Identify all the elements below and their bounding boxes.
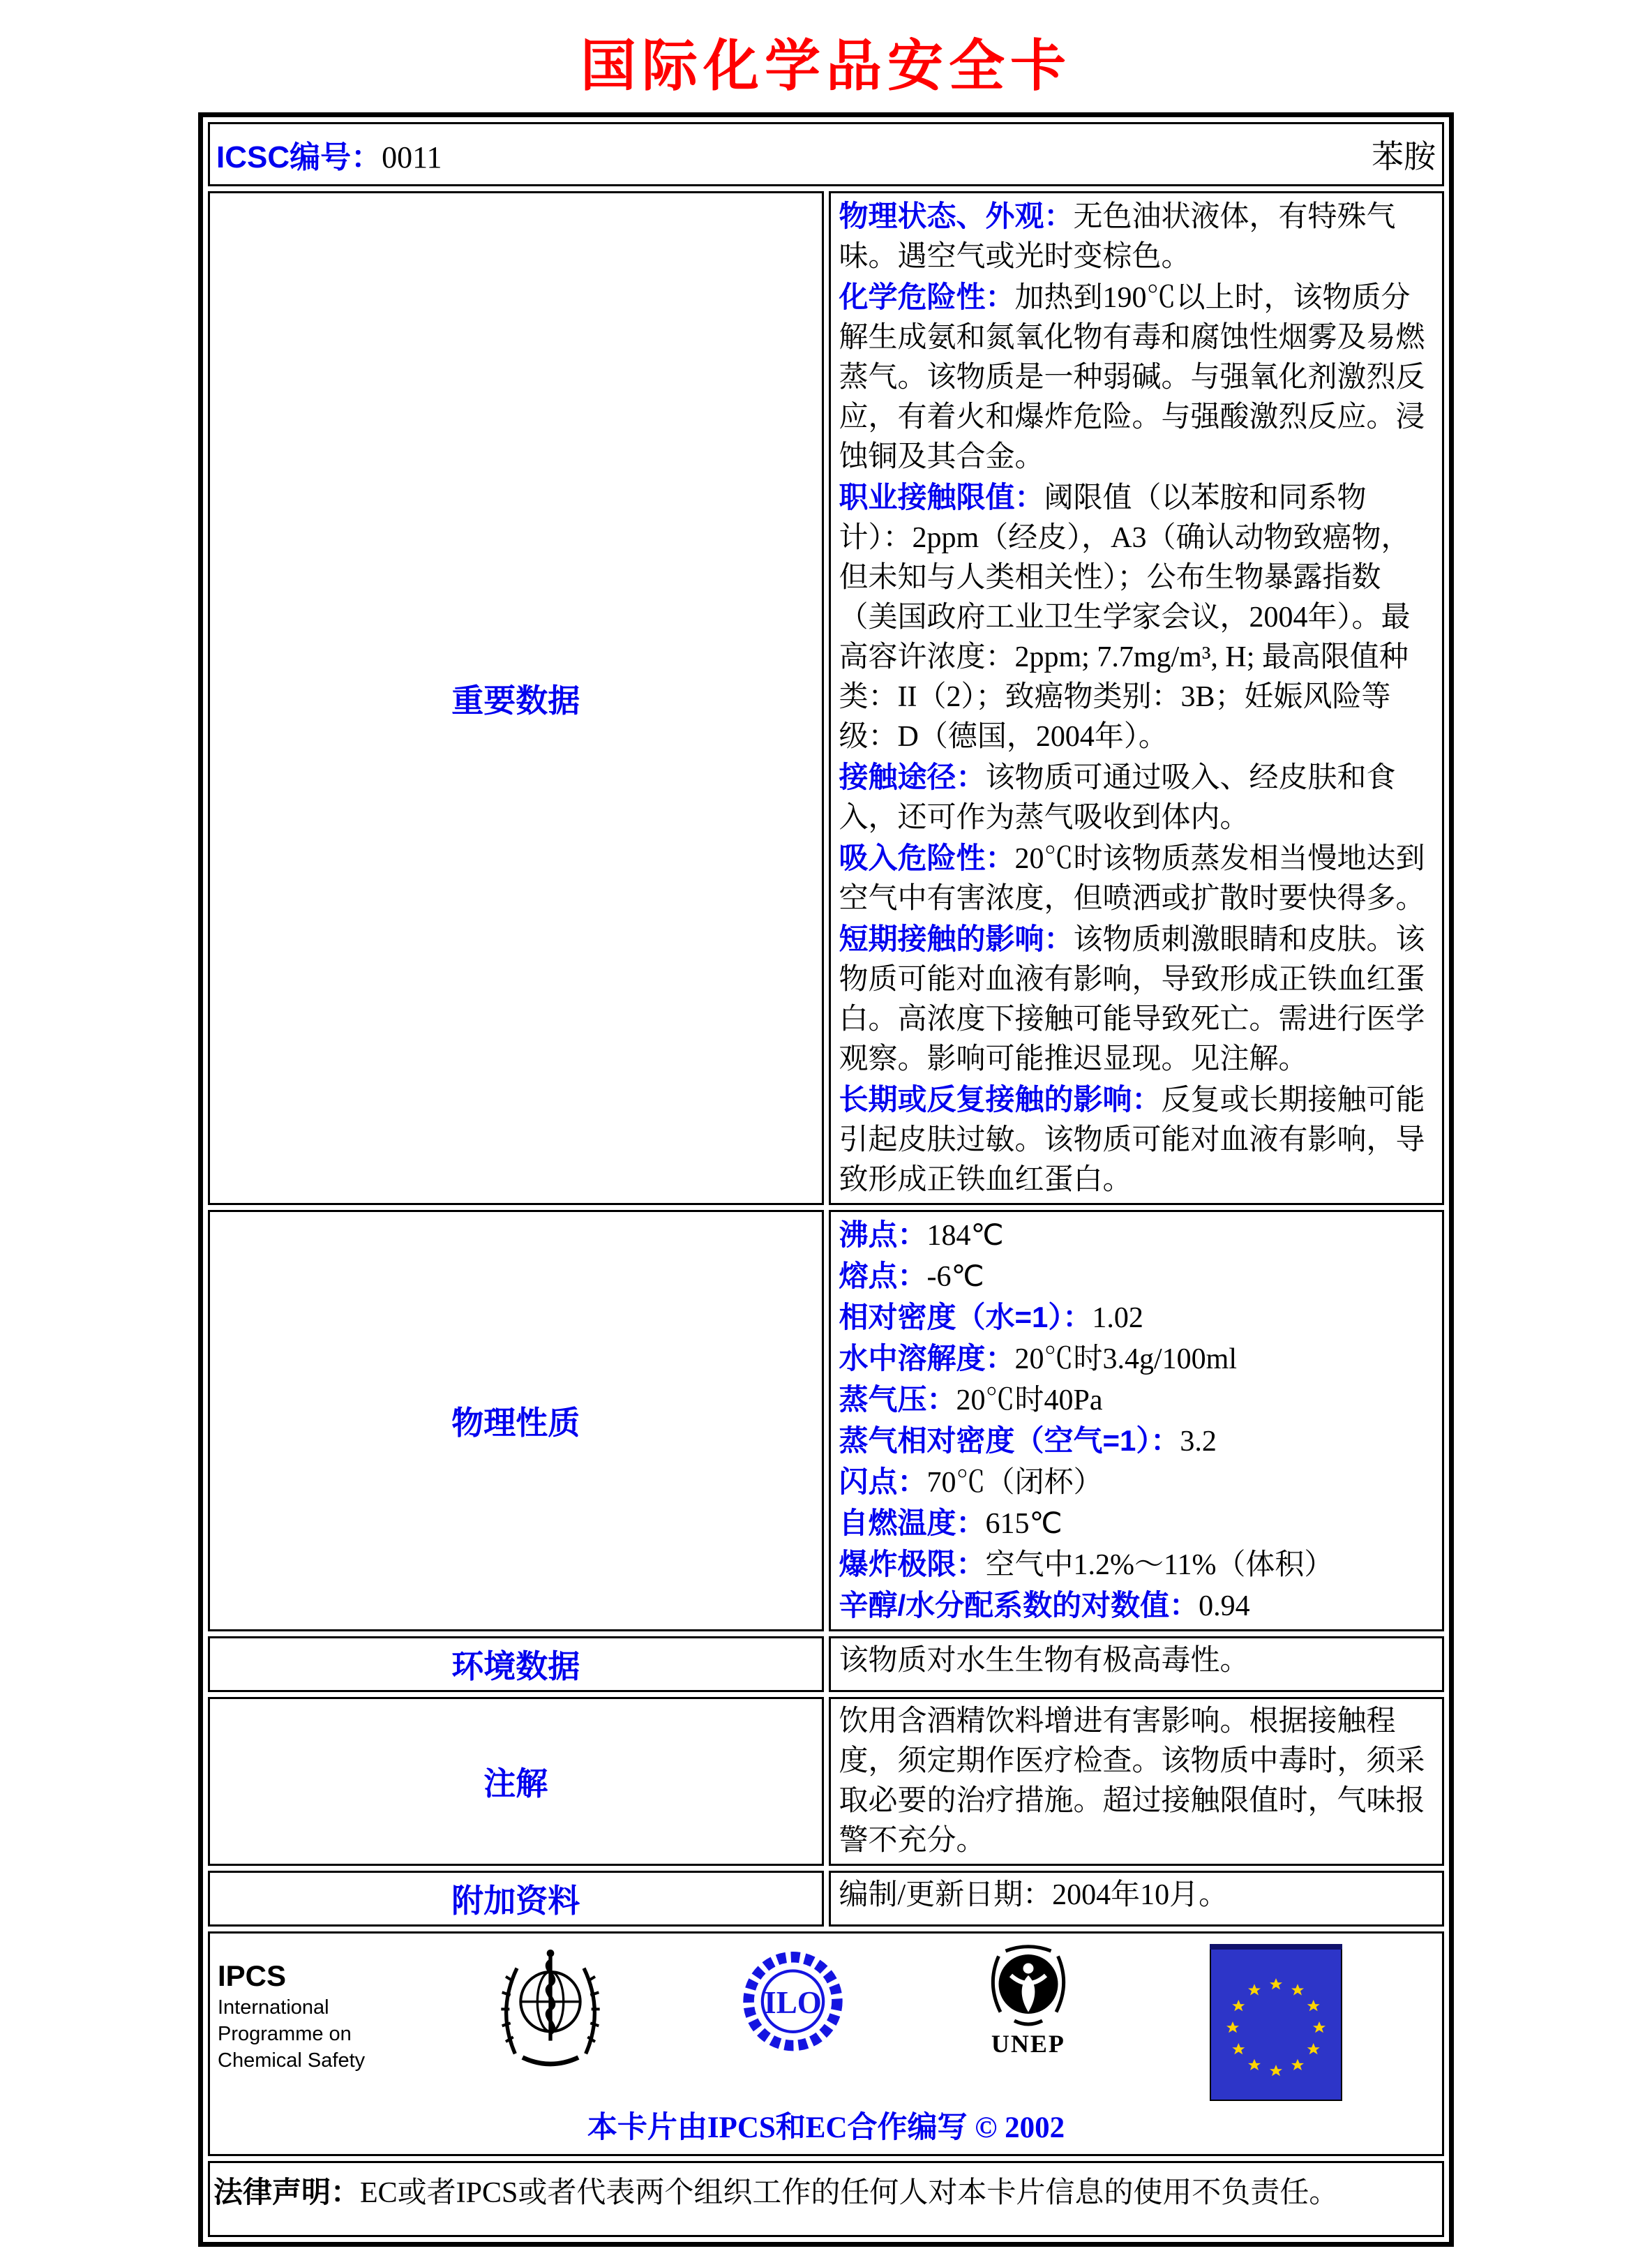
environmental-data-row	[208, 1636, 1444, 1692]
ipcs-name-line: Chemical Safety	[218, 2049, 366, 2072]
physical-properties-content	[829, 1210, 1445, 1631]
item-text: 反复或长期接触可能引起皮肤过敏。该物质可能对血液有影响，导致形成正铁血红蛋白。	[839, 1084, 1425, 1196]
property-line	[839, 1379, 1434, 1421]
ipcs-footer-cell	[208, 1931, 1444, 2156]
property-label: 闪点：	[839, 1465, 927, 1498]
property-label: 熔点：	[839, 1259, 927, 1292]
item-label: 化学危险性：	[839, 281, 1015, 313]
notes-text: 饮用含酒精饮料增进有害影响。根据接触程度，须定期作医疗检查。该物质中毒时，须采取必要的治疗措施。超过接触限值时，气味报警不充分。	[839, 1705, 1425, 1857]
item-text: 20℃时该物质蒸发相当慢地达到空气中有害浓度，但喷洒或扩散时要快得多。	[839, 843, 1425, 915]
additional-info-row	[208, 1871, 1444, 1927]
legal-notice-text: EC或者IPCS或者代表两个组织工作的任何人对本卡片信息的使用不负责任。	[360, 2177, 1339, 2209]
property-value: 184℃	[926, 1220, 1004, 1252]
property-line	[839, 1338, 1434, 1379]
icsc-card-table	[198, 112, 1454, 2247]
credit-text: 本卡片由IPCS和EC合作编写	[587, 2111, 968, 2144]
row-label-notes: 注解	[208, 1697, 824, 1866]
physical-properties-row	[208, 1210, 1444, 1631]
property-value: 70℃（闭杯）	[926, 1467, 1103, 1499]
header-row	[208, 122, 1444, 186]
item-text: 该物质可通过吸入、经皮肤和食入，还可作为蒸气吸收到体内。	[839, 762, 1396, 834]
item-text: 无色油状液体，有特殊气味。遇空气或光时变棕色。	[839, 201, 1396, 273]
item-text: 阈限值（以苯胺和同系物计）：2ppm（经皮），A3（确认动物致癌物，但未知与人类相关性）；公布生物暴露指数（美国政府工业卫生学家会议，2004年）。最高容许浓度：2ppm; 7.7mg/m³, H; 最高限值种类：II（2）；致癌物类别：3B；妊娠风险等级：D（德国，2004年）。	[839, 482, 1411, 753]
legal-notice-row	[208, 2161, 1444, 2237]
data-item	[839, 838, 1434, 919]
important-data-row	[208, 191, 1444, 1205]
property-line	[839, 1297, 1434, 1338]
data-item	[839, 277, 1434, 477]
organization-logos	[413, 1944, 1420, 2101]
eu-flag-icon	[1210, 1944, 1342, 2101]
ipcs-name-line: Programme on	[218, 2023, 352, 2045]
ilo-logo-icon	[739, 1944, 847, 2063]
row-label-additional-info: 附加资料	[208, 1871, 824, 1927]
property-value: 615℃	[985, 1508, 1062, 1540]
icsc-number-value: 0011	[382, 140, 442, 174]
additional-info-text: 编制/更新日期：2004年10月。	[839, 1879, 1229, 1911]
environmental-data-text: 该物质对水生生物有极高毒性。	[839, 1645, 1249, 1677]
data-item	[839, 196, 1434, 277]
item-label: 长期或反复接触的影响：	[839, 1083, 1162, 1116]
who-logo-icon	[491, 1944, 610, 2084]
chemical-name: 苯胺	[1372, 139, 1436, 174]
property-label: 蒸气压：	[839, 1383, 956, 1416]
card-credit-line	[211, 2104, 1441, 2146]
property-value: 20℃时40Pa	[956, 1384, 1103, 1416]
property-line	[839, 1421, 1434, 1462]
row-label-environmental-data: 环境数据	[208, 1636, 824, 1692]
unep-logo-block	[976, 1944, 1081, 2056]
data-item	[839, 919, 1434, 1079]
ipcs-text-block	[218, 1944, 413, 2074]
unep-letters: UNEP	[991, 2030, 1065, 2058]
important-data-content	[829, 191, 1445, 1205]
item-text: 加热到190℃以上时，该物质分解生成氨和氮氧化物有毒和腐蚀性烟雾及易燃蒸气。该物质是一种弱碱。与强氧化剂激烈反应，有着火和爆炸危险。与强酸激烈反应。浸蚀铜及其合金。	[839, 282, 1425, 473]
icsc-number-label: ICSC编号：	[216, 140, 382, 174]
property-label: 沸点：	[839, 1218, 927, 1251]
property-line	[839, 1215, 1434, 1256]
data-item	[839, 757, 1434, 838]
item-label: 物理状态、外观：	[839, 200, 1074, 232]
property-value: 空气中1.2%～11%（体积）	[985, 1549, 1334, 1581]
item-text: 该物质刺激眼睛和皮肤。该物质可能对血液有影响，导致形成正铁血红蛋白。高浓度下接触可能导致死亡。需进行医学观察。影响可能推迟显现。见注解。	[839, 924, 1425, 1075]
property-value: 20℃时3.4g/100ml	[1014, 1343, 1238, 1375]
property-line	[839, 1256, 1434, 1297]
item-label: 职业接触限值：	[839, 481, 1044, 514]
notes-content	[829, 1697, 1445, 1866]
ipcs-name-line: International	[218, 1996, 329, 2019]
page-title: 国际化学品安全卡	[580, 36, 1072, 98]
property-line	[839, 1503, 1434, 1544]
legal-notice-label: 法律声明：	[213, 2176, 361, 2208]
property-value: 1.02	[1092, 1302, 1143, 1334]
item-label: 吸入危险性：	[839, 842, 1015, 874]
property-label: 水中溶解度：	[839, 1342, 1015, 1375]
property-label: 爆炸极限：	[839, 1548, 986, 1580]
copyright-text: © 2002	[975, 2111, 1065, 2144]
item-label: 短期接触的影响：	[839, 922, 1074, 955]
property-line	[839, 1544, 1434, 1585]
icsc-number	[216, 132, 442, 177]
property-label: 相对密度（水=1）：	[839, 1301, 1092, 1333]
additional-info-content	[829, 1871, 1445, 1927]
data-item	[839, 477, 1434, 757]
environmental-data-content	[829, 1636, 1445, 1692]
ipcs-acronym: IPCS	[218, 1959, 287, 1992]
property-label: 自燃温度：	[839, 1506, 986, 1539]
ipcs-footer-row	[208, 1931, 1444, 2156]
ilo-letters: ILO	[764, 1985, 822, 2021]
header-cell	[208, 122, 1444, 186]
data-item	[839, 1079, 1434, 1200]
property-value: -6℃	[926, 1261, 984, 1293]
row-label-important-data: 重要数据	[208, 191, 824, 1205]
property-label: 蒸气相对密度（空气=1）：	[839, 1424, 1180, 1457]
legal-notice-cell	[208, 2161, 1444, 2237]
property-value: 0.94	[1199, 1590, 1250, 1622]
item-label: 接触途径：	[839, 761, 986, 793]
unep-logo-icon	[976, 1944, 1081, 2028]
property-line	[839, 1462, 1434, 1503]
property-value: 3.2	[1180, 1426, 1217, 1458]
property-line	[839, 1585, 1434, 1626]
property-label: 辛醇/水分配系数的对数值：	[839, 1589, 1199, 1622]
notes-row	[208, 1697, 1444, 1866]
row-label-physical-properties: 物理性质	[208, 1210, 824, 1631]
